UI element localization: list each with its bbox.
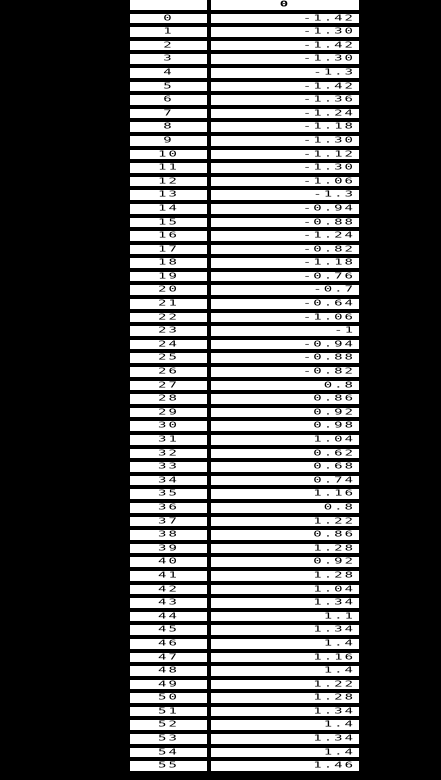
row-value-cell [211,136,359,150]
row-index-label: 21 [158,299,179,308]
row-value-cell [211,653,359,667]
row-value-cell [211,150,359,164]
row-value-label: -1.06 [302,176,355,186]
row-index-cell [130,109,207,123]
table-row [130,136,359,150]
table-row [130,231,359,245]
table-row [130,27,359,41]
table-row [130,68,359,82]
row-index-cell [130,408,207,422]
row-value-label: 1.34 [313,625,355,635]
row-value-cell [211,326,359,340]
row-index-cell [130,381,207,395]
row-value-label: 1.4 [323,638,355,648]
table-row [130,489,359,503]
column-header-label: 0 [279,0,291,9]
row-value-cell [211,421,359,435]
row-value-cell [211,190,359,204]
row-index-label: 47 [158,652,179,662]
row-index-label: 40 [158,557,179,567]
table-row [130,720,359,734]
row-index-label: 23 [158,326,179,336]
row-value-label: -1.30 [302,27,355,36]
row-value-cell [211,571,359,585]
row-value-label: 1.16 [313,652,355,662]
row-index-label: 12 [158,176,179,186]
table-row [130,693,359,707]
row-index-label: 41 [158,570,179,580]
row-index-cell [130,95,207,109]
row-index-label: 42 [158,584,179,594]
row-index-cell [130,666,207,680]
row-index-cell [130,340,207,354]
row-value-cell [211,299,359,313]
row-index-label: 39 [158,543,179,553]
row-value-label: 1.1 [323,611,355,621]
row-value-cell [211,612,359,626]
row-value-label: -1.3 [313,67,355,77]
row-value-label: 1.34 [313,706,355,716]
row-value-label: -1.06 [302,312,355,322]
row-index-cell [130,231,207,245]
table-row [130,82,359,96]
row-value-cell [211,54,359,68]
row-index-cell [130,367,207,381]
row-index-cell [130,598,207,612]
row-value-cell [211,245,359,259]
row-index-cell [130,326,207,340]
row-value-label: -1.24 [302,108,355,118]
row-index-label: 29 [158,407,179,417]
row-index-label: 46 [158,638,179,648]
row-value-cell [211,95,359,109]
row-index-label: 9 [163,135,174,145]
row-index-label: 4 [163,67,174,77]
column-header-cell [211,0,359,14]
table-row [130,530,359,544]
table-row [130,625,359,639]
row-index-label: 36 [158,502,179,512]
table-row [130,150,359,164]
row-index-label: 43 [158,598,179,607]
table-row [130,598,359,612]
row-value-label: 1.28 [313,570,355,580]
row-value-label: 1.04 [313,584,355,594]
row-value-label: -0.88 [302,217,355,227]
table-row [130,653,359,667]
row-index-cell [130,177,207,191]
row-index-cell [130,503,207,517]
row-value-cell [211,476,359,490]
table-body [130,14,359,775]
row-index-label: 31 [158,435,179,444]
row-index-label: 6 [163,95,174,104]
table-row [130,41,359,55]
row-index-cell [130,653,207,667]
row-value-cell [211,517,359,531]
table-row [130,707,359,721]
row-index-label: 1 [163,27,174,36]
row-index-cell [130,82,207,96]
row-index-cell [130,761,207,775]
row-index-label: 49 [158,679,179,689]
row-index-label: 28 [158,394,179,403]
row-value-cell [211,639,359,653]
row-value-cell [211,734,359,748]
table-row [130,585,359,599]
row-value-cell [211,204,359,218]
row-index-label: 44 [158,611,179,621]
row-index-cell [130,462,207,476]
row-value-cell [211,258,359,272]
row-index-label: 5 [163,81,174,91]
row-index-cell [130,612,207,626]
row-value-label: -1.30 [302,54,355,64]
table-row [130,258,359,272]
row-index-cell [130,285,207,299]
row-value-label: 1.4 [323,720,355,730]
row-index-cell [130,639,207,653]
row-value-label: 0.92 [313,557,355,567]
row-value-label: 1.34 [313,598,355,607]
row-value-label: -0.94 [302,339,355,349]
row-index-label: 52 [158,720,179,730]
row-index-label: 48 [158,666,179,675]
table-row [130,408,359,422]
row-value-label: -0.76 [302,271,355,281]
row-value-label: 1.28 [313,543,355,553]
row-value-label: 1.4 [323,666,355,675]
row-value-label: -0.64 [302,299,355,308]
table-row [130,421,359,435]
row-index-cell [130,544,207,558]
row-index-cell [130,571,207,585]
row-value-cell [211,394,359,408]
row-index-label: 51 [158,706,179,716]
row-value-cell [211,761,359,775]
row-value-label: 0.8 [323,502,355,512]
row-index-label: 0 [163,13,174,23]
table-row [130,639,359,653]
row-value-label: -1.12 [302,149,355,159]
table-row [130,557,359,571]
table-row [130,190,359,204]
row-value-label: 0.62 [313,448,355,458]
table-row [130,218,359,232]
table-row [130,748,359,762]
table-row [130,449,359,463]
row-value-label: 1.16 [313,489,355,499]
row-value-cell [211,381,359,395]
row-value-label: -0.88 [302,353,355,363]
row-index-cell [130,517,207,531]
row-index-label: 50 [158,693,179,703]
row-value-label: 1.22 [313,516,355,526]
table-row [130,163,359,177]
table-row [130,612,359,626]
row-value-cell [211,748,359,762]
row-index-label: 38 [158,530,179,539]
row-value-cell [211,585,359,599]
row-value-label: -0.82 [302,367,355,376]
row-index-cell [130,421,207,435]
table-row [130,299,359,313]
data-table [126,0,363,775]
row-value-cell [211,707,359,721]
table-row [130,272,359,286]
row-value-cell [211,693,359,707]
row-index-label: 10 [158,149,179,159]
table-row [130,571,359,585]
row-value-cell [211,367,359,381]
row-value-label: 1.04 [313,435,355,444]
row-index-cell [130,150,207,164]
row-index-label: 55 [158,761,179,771]
row-value-cell [211,285,359,299]
row-index-label: 26 [158,367,179,376]
row-value-cell [211,14,359,28]
row-value-label: 1.46 [313,761,355,771]
row-index-cell [130,680,207,694]
table-row [130,340,359,354]
row-value-label: -1 [334,326,355,336]
row-index-cell [130,720,207,734]
row-value-label: -1.30 [302,163,355,172]
row-value-cell [211,353,359,367]
row-index-cell [130,272,207,286]
row-index-label: 53 [158,734,179,743]
row-value-label: -1.24 [302,231,355,240]
row-value-cell [211,340,359,354]
row-value-label: -1.36 [302,95,355,104]
row-value-cell [211,625,359,639]
row-value-cell [211,680,359,694]
row-value-cell [211,462,359,476]
row-index-label: 33 [158,462,179,471]
table-row [130,109,359,123]
row-index-label: 54 [158,747,179,757]
index-header-cell [130,0,207,14]
row-index-label: 27 [158,380,179,390]
row-value-label: 0.86 [313,394,355,403]
row-index-label: 18 [158,258,179,268]
row-index-cell [130,258,207,272]
table-row [130,381,359,395]
row-index-label: 37 [158,516,179,526]
row-value-label: 0.8 [323,380,355,390]
row-value-cell [211,109,359,123]
row-index-label: 24 [158,339,179,349]
row-index-label: 22 [158,312,179,322]
row-value-cell [211,666,359,680]
row-value-cell [211,408,359,422]
table-row [130,313,359,327]
row-index-cell [130,218,207,232]
row-index-cell [130,313,207,327]
table-row [130,734,359,748]
row-index-cell [130,14,207,28]
row-value-cell [211,272,359,286]
row-index-label: 16 [158,231,179,240]
table-row [130,394,359,408]
row-index-cell [130,707,207,721]
row-value-cell [211,449,359,463]
row-index-label: 34 [158,475,179,485]
table-row [130,95,359,109]
row-index-cell [130,299,207,313]
row-index-label: 30 [158,421,179,431]
table-header-row [130,0,359,14]
row-index-label: 2 [163,40,174,50]
row-value-cell [211,231,359,245]
row-value-cell [211,218,359,232]
table-row [130,14,359,28]
row-value-label: 0.68 [313,462,355,471]
table-row [130,503,359,517]
row-index-label: 32 [158,448,179,458]
table-row [130,517,359,531]
row-index-cell [130,748,207,762]
row-value-label: 0.86 [313,530,355,539]
row-value-label: 1.28 [313,693,355,703]
row-value-label: 0.98 [313,421,355,431]
row-value-cell [211,41,359,55]
row-index-cell [130,489,207,503]
row-value-label: -1.42 [302,40,355,50]
row-index-label: 45 [158,625,179,635]
row-index-cell [130,435,207,449]
table-row [130,326,359,340]
row-value-cell [211,530,359,544]
row-value-label: 1.22 [313,679,355,689]
table-row [130,122,359,136]
row-value-label: -1.3 [313,190,355,200]
row-value-cell [211,313,359,327]
row-index-cell [130,353,207,367]
row-index-cell [130,41,207,55]
row-index-label: 13 [158,190,179,200]
row-value-cell [211,82,359,96]
table-row [130,544,359,558]
row-index-cell [130,449,207,463]
row-value-cell [211,177,359,191]
row-value-label: -0.94 [302,203,355,213]
data-table-sheet [130,0,363,780]
row-value-cell [211,435,359,449]
row-value-label: -0.82 [302,244,355,254]
row-index-label: 7 [163,108,174,118]
row-value-label: -1.18 [302,258,355,268]
row-index-cell [130,122,207,136]
row-index-label: 25 [158,353,179,363]
row-value-cell [211,489,359,503]
row-index-cell [130,394,207,408]
table-row [130,666,359,680]
table-row [130,462,359,476]
table-row [130,177,359,191]
row-index-cell [130,190,207,204]
row-index-label: 20 [158,285,179,295]
table-row [130,367,359,381]
table-row [130,761,359,775]
row-value-cell [211,163,359,177]
table-row [130,204,359,218]
table-row [130,245,359,259]
row-value-cell [211,544,359,558]
row-index-label: 8 [163,122,174,132]
row-index-label: 3 [163,54,174,64]
table-row [130,285,359,299]
row-value-cell [211,27,359,41]
row-value-label: 0.74 [313,475,355,485]
row-value-label: 1.4 [323,747,355,757]
row-value-label: -1.42 [302,13,355,23]
table-row [130,476,359,490]
row-value-cell [211,122,359,136]
row-index-label: 15 [158,217,179,227]
row-index-cell [130,557,207,571]
row-index-cell [130,54,207,68]
row-value-label: -1.42 [302,81,355,91]
row-index-label: 11 [158,163,179,172]
row-index-label: 14 [158,203,179,213]
row-index-cell [130,476,207,490]
row-index-cell [130,204,207,218]
row-index-cell [130,530,207,544]
row-index-cell [130,68,207,82]
row-value-label: -1.18 [302,122,355,132]
row-value-cell [211,720,359,734]
row-index-cell [130,585,207,599]
row-index-cell [130,136,207,150]
row-index-cell [130,693,207,707]
row-value-cell [211,68,359,82]
row-value-cell [211,557,359,571]
row-value-cell [211,503,359,517]
row-index-cell [130,734,207,748]
row-index-cell [130,27,207,41]
row-value-label: 0.92 [313,407,355,417]
row-index-cell [130,625,207,639]
row-index-cell [130,245,207,259]
row-index-label: 35 [158,489,179,499]
table-row [130,435,359,449]
row-value-label: 1.34 [313,734,355,743]
row-value-label: -1.30 [302,135,355,145]
table-row [130,54,359,68]
table-row [130,353,359,367]
row-index-cell [130,163,207,177]
table-row [130,680,359,694]
row-value-cell [211,598,359,612]
row-index-label: 17 [158,244,179,254]
row-index-label: 19 [158,271,179,281]
row-value-label: -0.7 [313,285,355,295]
